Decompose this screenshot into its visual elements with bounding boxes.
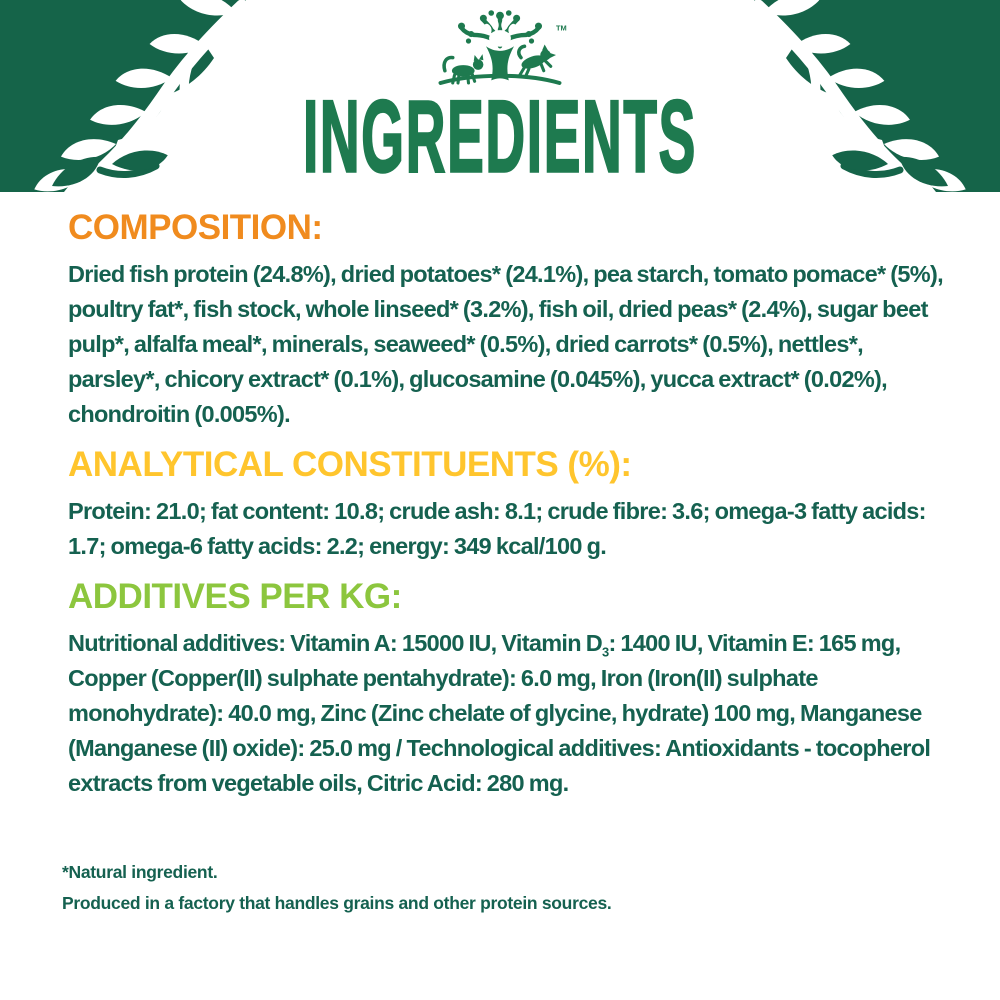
additives-text-after-subscript: : 1400 IU, Vitamin E: 165 mg, Copper (Copper(II) sulphate pentahydrate): 6.0 mg, Iron (Iron(II) sulphate monohydrate): 40.0 mg, Zinc (Zinc chelate of glycine, hydrate) 100 mg, Manganese (Manganese (II) oxide): 25.0 mg / Technological additives: Antioxidants - tocopherol extracts from vegetable oils, Citric Acid: 280 mg. <box>68 630 931 796</box>
section-composition <box>68 208 950 432</box>
footnote-natural-ingredient: *Natural ingredient. <box>62 862 218 882</box>
additives-text-before-subscript: Nutritional additives: Vitamin A: 15000 IU, Vitamin D <box>68 630 602 656</box>
leaf-corner-left-decoration <box>0 0 250 192</box>
composition-heading: COMPOSITION: <box>68 208 323 247</box>
label-body <box>0 178 1000 919</box>
additives-text <box>68 626 950 801</box>
additives-heading: ADDITIVES PER KG: <box>68 577 402 616</box>
section-analytical-constituents <box>68 445 950 564</box>
dog-icon <box>519 45 556 77</box>
composition-text: Dried fish protein (24.8%), dried potatoes* (24.1%), pea starch, tomato pomace* (5%), poultry fat*, fish stock, whole linseed* (3.2%), fish oil, dried peas* (2.4%), sugar beet pulp*, alfalfa meal*, minerals, seaweed* (0.5%), dried carrots* (0.5%), nettles*, parsley*, chicory extract* (0.1%), glucosamine (0.045%), yucca extract* (0.02%), chondroitin (0.005%). <box>68 261 943 427</box>
footnote-factory-disclaimer: Produced in a factory that handles grains and other protein sources. <box>62 893 612 913</box>
page-title: INGREDIENTS <box>302 79 698 195</box>
leaf-corner-right-decoration <box>750 0 1000 192</box>
brand-tree-paw-logo <box>430 4 570 92</box>
trademark-symbol: TM <box>556 23 567 33</box>
section-additives <box>68 577 950 801</box>
analytical-text: Protein: 21.0; fat content: 10.8; crude ash: 8.1; crude fibre: 3.6; omega-3 fatty acids: 1.7; omega-6 fatty acids: 2.2; energy: 349 kcal/100 g. <box>68 498 926 559</box>
header <box>0 0 1000 195</box>
footnotes <box>62 857 950 919</box>
vitamin-d3-subscript: 3 <box>601 644 609 660</box>
analytical-heading: ANALYTICAL CONSTITUENTS (%): <box>68 445 632 484</box>
